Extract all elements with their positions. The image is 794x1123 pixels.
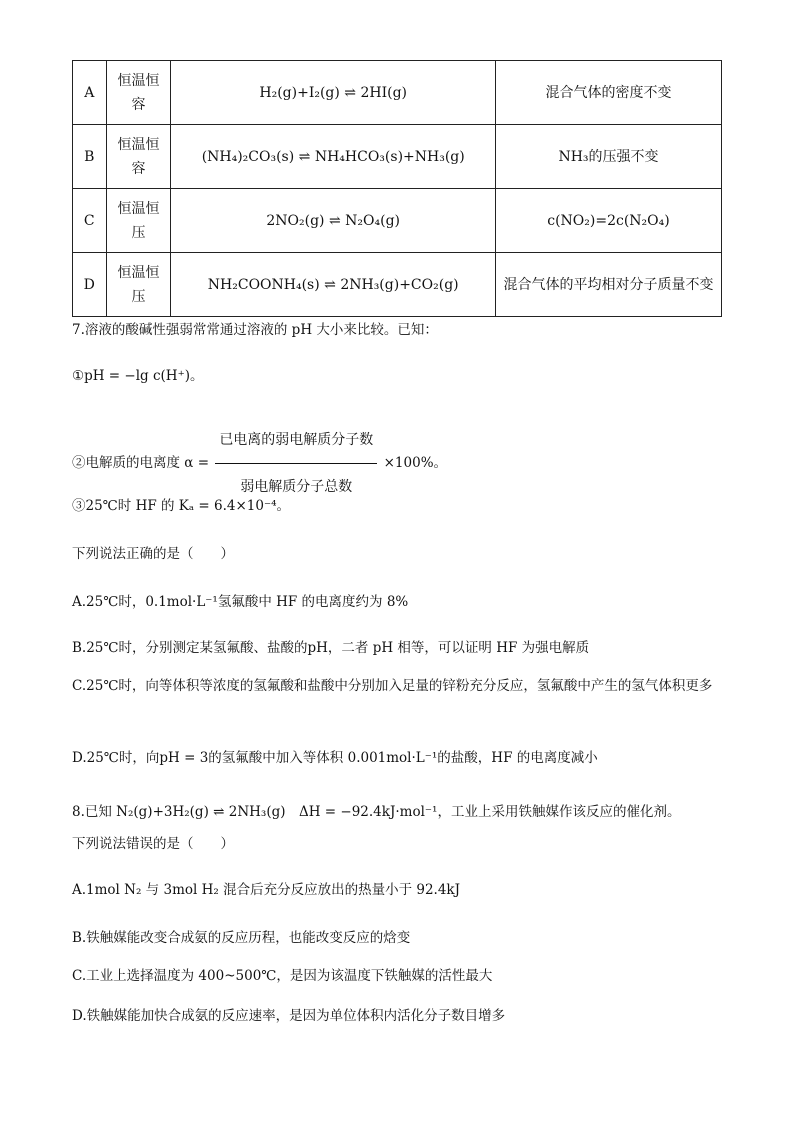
criterion-cell: 混合气体的密度不变 [495, 61, 721, 125]
q7-known-1: ①pH = −lg c(H⁺)。 [72, 368, 204, 384]
reaction-cell: H₂(g)+I₂(g) ⇌ 2HI(g) [171, 61, 496, 125]
q8-option-d: D.铁触媒能加快合成氨的反应速率，是因为单位体积内活化分子数目增多 [72, 1008, 506, 1024]
condition-cell: 恒温恒容 [106, 61, 171, 125]
fraction-denominator: 弱电解质分子总数 [240, 479, 353, 495]
q8-option-b: B.铁触媒能改变合成氨的反应历程，也能改变反应的焓变 [72, 930, 411, 946]
row-label: D [73, 253, 107, 317]
q8-stem: 8.已知 N₂(g)+3H₂(g) ⇌ 2NH₃(g) ΔH = −92.4kJ·mol⁻¹，工业上采用铁触媒作该反应的催化剂。 [72, 804, 681, 820]
q7-option-d: D.25℃时，向pH = 3的氢氟酸中加入等体积 0.001mol·L⁻¹的盐酸，HF 的电离度减小 [72, 750, 598, 766]
q7-option-a: A.25℃时，0.1mol·L⁻¹氢氟酸中 HF 的电离度约为 8% [72, 594, 409, 610]
reaction-cell: NH₂COONH₄(s) ⇌ 2NH₃(g)+CO₂(g) [171, 253, 496, 317]
fraction-numerator: 已电离的弱电解质分子数 [215, 418, 377, 464]
table-row [73, 253, 722, 317]
q7-known-3: ③25℃时 HF 的 Kₐ = 6.4×10⁻⁴。 [72, 498, 290, 514]
table-row [73, 61, 722, 125]
q7-prompt: 下列说法正确的是（ ） [72, 546, 234, 562]
condition-cell: 恒温恒压 [106, 253, 171, 317]
row-label: C [73, 189, 107, 253]
q7-known-2-prefix: ②电解质的电离度 α = [72, 455, 210, 471]
condition-cell: 恒温恒压 [106, 189, 171, 253]
q8-option-c: C.工业上选择温度为 400~500℃，是因为该温度下铁触媒的活性最大 [72, 968, 493, 984]
reaction-cell: 2NO₂(g) ⇌ N₂O₄(g) [171, 189, 496, 253]
row-label: A [73, 61, 107, 125]
q7-option-c: C.25℃时，向等体积等浓度的氢氟酸和盐酸中分别加入足量的锌粉充分反应，氢氟酸中产生的氢气体积更多 [72, 678, 713, 694]
equilibrium-table [72, 60, 722, 317]
q8-option-a: A.1mol N₂ 与 3mol H₂ 混合后充分反应放出的热量小于 92.4kJ [72, 882, 461, 898]
criterion-cell: 混合气体的平均相对分子质量不变 [495, 253, 721, 317]
reaction-cell: (NH₄)₂CO₃(s) ⇌ NH₄HCO₃(s)+NH₃(g) [171, 125, 496, 189]
q7-stem: 7.溶液的酸碱性强弱常常通过溶液的 pH 大小来比较。已知： [72, 322, 438, 338]
row-label: B [73, 125, 107, 189]
q7-option-b: B.25℃时，分别测定某氢氟酸、盐酸的pH，二者 pH 相等，可以证明 HF 为强电解质 [72, 640, 590, 656]
q8-prompt: 下列说法错误的是（ ） [72, 836, 234, 852]
table-row [73, 125, 722, 189]
q7-known-2-suffix: ×100%。 [383, 455, 448, 471]
condition-cell: 恒温恒容 [106, 125, 171, 189]
criterion-cell: c(NO₂)=2c(N₂O₄) [495, 189, 721, 253]
table-row [73, 189, 722, 253]
criterion-cell: NH₃的压强不变 [495, 125, 721, 189]
